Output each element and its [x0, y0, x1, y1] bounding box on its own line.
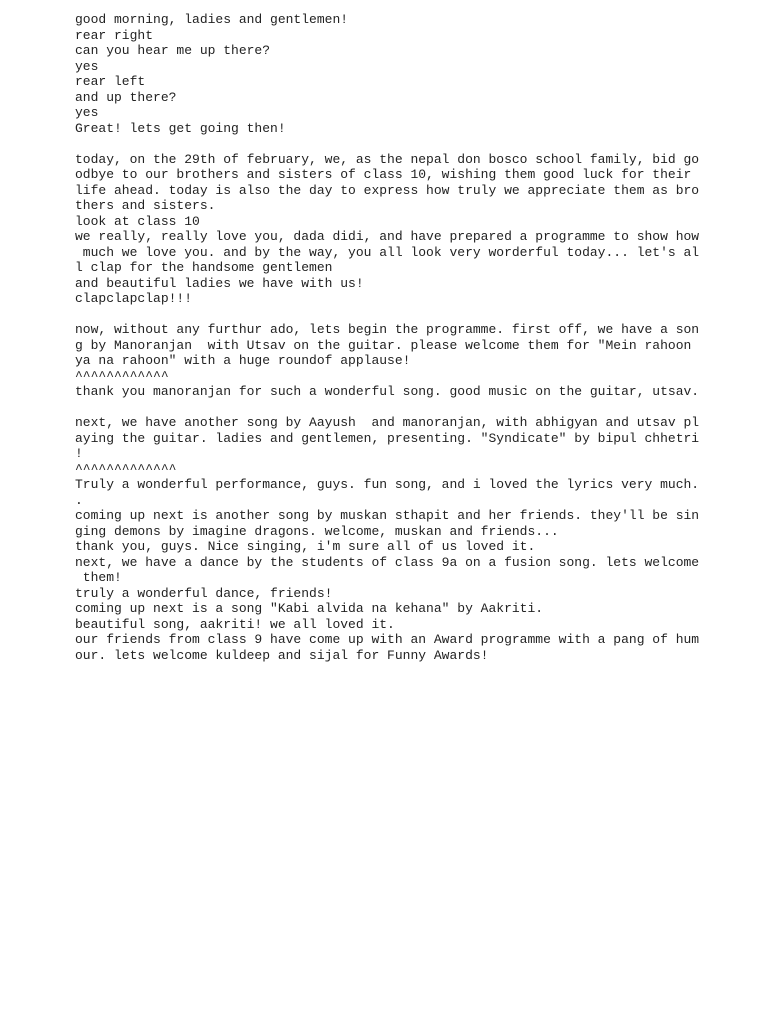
text-line: coming up next is a song "Kabi alvida na kehana" by Aakriti.: [75, 601, 544, 616]
text-line: l clap for the handsome gentlemen: [75, 260, 333, 275]
text-line: truly a wonderful dance, friends!: [75, 585, 333, 601]
text-line: them!: [75, 570, 122, 585]
text-line: our. lets welcome kuldeep and sijal for Funny Awards!: [75, 647, 489, 663]
text-line: we really, really love you, dada didi, and have prepared a programme to show how: [75, 229, 700, 244]
blank-line: [75, 136, 755, 152]
text-line: today, on the 29th of february, we, as the nepal don bosco school family, bid go: [75, 151, 700, 167]
text-line: life ahead. today is also the day to express how truly we appreciate them as bro: [75, 182, 700, 198]
text-line: rear left: [75, 74, 146, 89]
text-line: thank you, guys. Nice singing, i'm sure all of us loved it.: [75, 539, 536, 554]
text-line: coming up next is another song by muskan sthapit and her friends. they'll be sin: [75, 508, 700, 523]
blank-line: [75, 307, 755, 323]
text-line: rear right: [75, 27, 154, 43]
text-line: ^^^^^^^^^^^^: [75, 368, 169, 384]
text-line: Truly a wonderful performance, guys. fun song, and i loved the lyrics very much.: [75, 477, 700, 492]
text-line: Great! lets get going then!: [75, 120, 286, 136]
text-line: thank you manoranjan for such a wonderful song. good music on the guitar, utsav.: [75, 384, 700, 399]
text-line: look at class 10: [75, 213, 200, 229]
text-line: !: [75, 446, 83, 461]
text-line: ^^^^^^^^^^^^^: [75, 461, 177, 477]
text-line: our friends from class 9 have come up with an Award programme with a pang of hum: [75, 632, 700, 647]
text-line: beautiful song, aakriti! we all loved it.: [75, 616, 395, 632]
document-body: [75, 12, 755, 663]
text-line: .: [75, 492, 83, 508]
text-line: and beautiful ladies we have with us!: [75, 275, 364, 291]
blank-line: [75, 400, 755, 416]
text-line: now, without any furthur ado, lets begin the programme. first off, we have a son: [75, 322, 700, 337]
text-line: odbye to our brothers and sisters of class 10, wishing them good luck for their: [75, 167, 692, 182]
text-line: next, we have a dance by the students of class 9a on a fusion song. lets welcome: [75, 554, 700, 570]
text-line: ya na rahoon" with a huge roundof applause!: [75, 353, 411, 368]
text-line: good morning, ladies and gentlemen!: [75, 12, 349, 27]
text-line: can you hear me up there?: [75, 43, 271, 58]
text-line: yes: [75, 105, 99, 120]
text-line: clapclapclap!!!: [75, 291, 193, 306]
text-line: next, we have another song by Aayush and manoranjan, with abhigyan and utsav pl: [75, 415, 700, 430]
text-line: g by Manoranjan with Utsav on the guitar. please welcome them for "Mein rahoon: [75, 337, 692, 353]
text-line: yes: [75, 58, 99, 74]
text-line: ging demons by imagine dragons. welcome, muskan and friends...: [75, 523, 559, 539]
text-line: thers and sisters.: [75, 198, 216, 213]
text-line: aying the guitar. ladies and gentlemen, presenting. "Syndicate" by bipul chhetri: [75, 430, 700, 446]
text-line: and up there?: [75, 89, 177, 105]
text-line: much we love you. and by the way, you all look very worderful today... let's al: [75, 244, 700, 260]
